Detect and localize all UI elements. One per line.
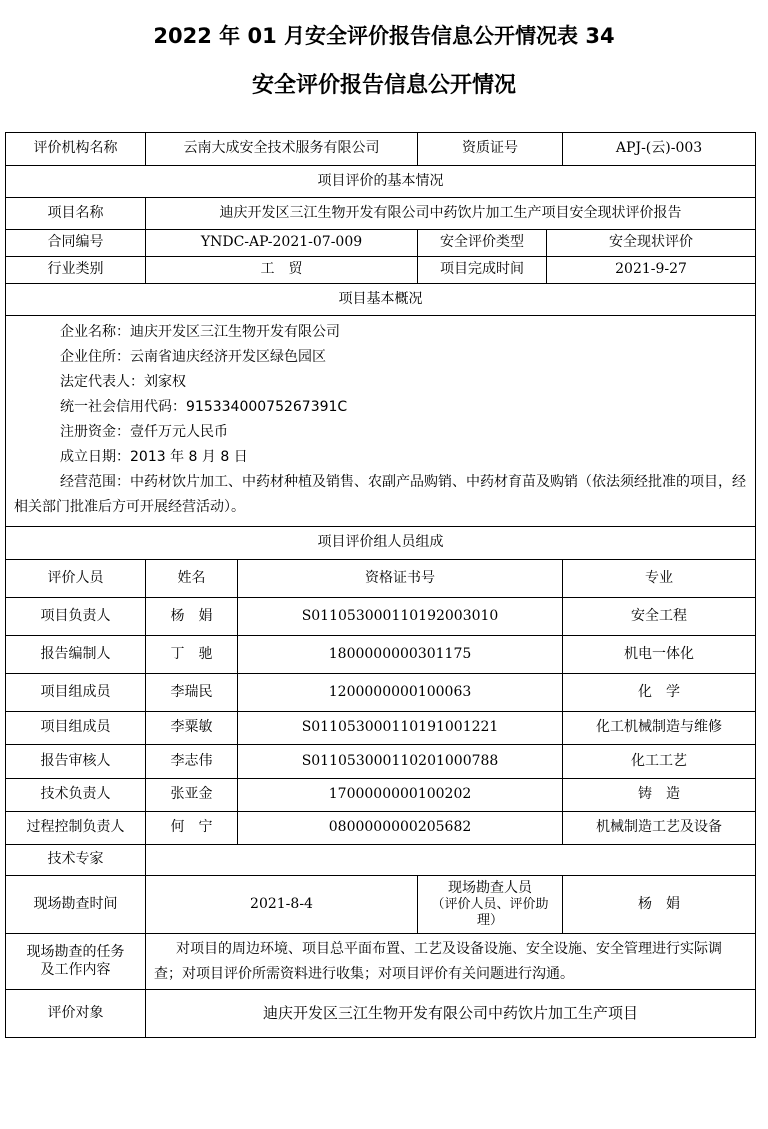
table-row (6, 598, 756, 636)
member-major: 机械制造工艺及设备 (563, 812, 756, 845)
project-name-value: 迪庆开发区三江生物开发有限公司中药饮片加工生产项目安全现状评价报告 (146, 198, 756, 230)
project-name-label: 项目名称 (6, 198, 146, 230)
member-cert: S011053000110192003010 (238, 598, 563, 636)
object-label: 评价对象 (6, 990, 146, 1038)
disclosure-table (5, 132, 756, 1038)
member-major: 化工机械制造与维修 (563, 712, 756, 745)
contract-label: 合同编号 (6, 230, 146, 257)
expert-row (6, 845, 756, 876)
team-header-major: 专业 (563, 560, 756, 598)
eval-type-value: 安全现状评价 (547, 230, 756, 257)
member-cert: 1700000000100202 (238, 779, 563, 812)
overview-row (6, 316, 756, 527)
table-row (6, 674, 756, 712)
project-name-row (6, 198, 756, 230)
task-row (6, 934, 756, 990)
org-value: 云南大成安全技术服务有限公司 (146, 133, 418, 166)
member-name: 何 宁 (146, 812, 238, 845)
table-row (6, 812, 756, 845)
registered-capital: 注册资金：壹仟万元人民币 (60, 424, 228, 440)
company-name: 企业名称：迪庆开发区三江生物开发有限公司 (60, 324, 340, 340)
table-row (6, 712, 756, 745)
object-row (6, 990, 756, 1038)
team-header-name: 姓名 (146, 560, 238, 598)
founded-date: 成立日期：2013 年 8 月 8 日 (60, 449, 248, 465)
finish-time-label: 项目完成时间 (418, 257, 547, 284)
member-role: 报告审核人 (6, 745, 146, 779)
org-row (6, 133, 756, 166)
member-role: 项目组成员 (6, 674, 146, 712)
eval-type-label: 安全评价类型 (418, 230, 547, 257)
survey-time-label: 现场勘查时间 (6, 876, 146, 934)
member-cert: S011053000110201000788 (238, 745, 563, 779)
member-cert: 1200000000100063 (238, 674, 563, 712)
member-major: 机电一体化 (563, 636, 756, 674)
survey-row (6, 876, 756, 934)
company-address: 企业住所：云南省迪庆经济开发区绿色园区 (60, 349, 326, 365)
member-major: 安全工程 (563, 598, 756, 636)
cert-label: 资质证号 (418, 133, 563, 166)
survey-staff-label (418, 876, 563, 934)
finish-time-value: 2021-9-27 (547, 257, 756, 284)
legal-representative: 法定代表人：刘家权 (60, 374, 186, 390)
team-section-header: 项目评价组人员组成 (6, 527, 756, 560)
member-major: 化 学 (563, 674, 756, 712)
survey-time-value: 2021-8-4 (146, 876, 418, 934)
industry-label: 行业类别 (6, 257, 146, 284)
team-header-cert: 资格证书号 (238, 560, 563, 598)
member-cert: 1800000000301175 (238, 636, 563, 674)
member-name: 李志伟 (146, 745, 238, 779)
task-label-line1: 现场勘查的任务 (26, 944, 125, 960)
task-label-line2: 及工作内容 (40, 961, 111, 978)
team-section-row (6, 527, 756, 560)
org-label: 评价机构名称 (6, 133, 146, 166)
cert-value: APJ-(云)-003 (563, 133, 756, 166)
expert-value (146, 845, 756, 876)
industry-value: 工 贸 (146, 257, 418, 284)
industry-row (6, 257, 756, 284)
member-role: 项目负责人 (6, 598, 146, 636)
survey-staff-label-main: 现场勘查人员 (448, 879, 533, 896)
member-name: 丁 驰 (146, 636, 238, 674)
basic-section-header: 项目评价的基本情况 (6, 166, 756, 198)
overview-section-header: 项目基本概况 (6, 284, 756, 316)
page-subtitle: 安全评价报告信息公开情况 (251, 73, 516, 98)
table-row (6, 636, 756, 674)
member-role: 报告编制人 (6, 636, 146, 674)
member-major: 铸 造 (563, 779, 756, 812)
task-value: 对项目的周边环境、项目总平面布置、工艺及设备设施、安全设施、安全管理进行实际调查；对项目评价所需资料进行收集；对项目评价有关问题进行沟通。 (146, 934, 756, 990)
member-name: 张亚金 (146, 779, 238, 812)
survey-staff-label-sub: （评价人员、评价助理） (431, 897, 549, 929)
object-value: 迪庆开发区三江生物开发有限公司中药饮片加工生产项目 (146, 990, 756, 1038)
basic-section-row (6, 166, 756, 198)
member-major: 化工工艺 (563, 745, 756, 779)
member-name: 李瑞民 (146, 674, 238, 712)
member-cert: S011053000110191001221 (238, 712, 563, 745)
table-row (6, 779, 756, 812)
member-cert: 0800000000205682 (238, 812, 563, 845)
survey-staff-value: 杨 娟 (563, 876, 756, 934)
overview-cell (6, 316, 756, 527)
member-name: 李粟敏 (146, 712, 238, 745)
contract-row (6, 230, 756, 257)
team-header-row (6, 560, 756, 598)
member-name: 杨 娟 (146, 598, 238, 636)
member-role: 过程控制负责人 (6, 812, 146, 845)
expert-label: 技术专家 (6, 845, 146, 876)
business-scope: 经营范围：中药材饮片加工、中药材种植及销售、农副产品购销、中药材育苗及购销（依法须经批准的项目，经相关部门批准后方可开展经营活动）。 (14, 474, 746, 515)
table-row (6, 745, 756, 779)
member-role: 技术负责人 (6, 779, 146, 812)
page-title: 2022 年 01 月安全评价报告信息公开情况表 34 (153, 24, 615, 48)
team-header-role: 评价人员 (6, 560, 146, 598)
overview-section-row (6, 284, 756, 316)
contract-value: YNDC-AP-2021-07-009 (146, 230, 418, 257)
credit-code: 统一社会信用代码：91533400075267391C (60, 399, 348, 415)
task-label (6, 934, 146, 990)
member-role: 项目组成员 (6, 712, 146, 745)
